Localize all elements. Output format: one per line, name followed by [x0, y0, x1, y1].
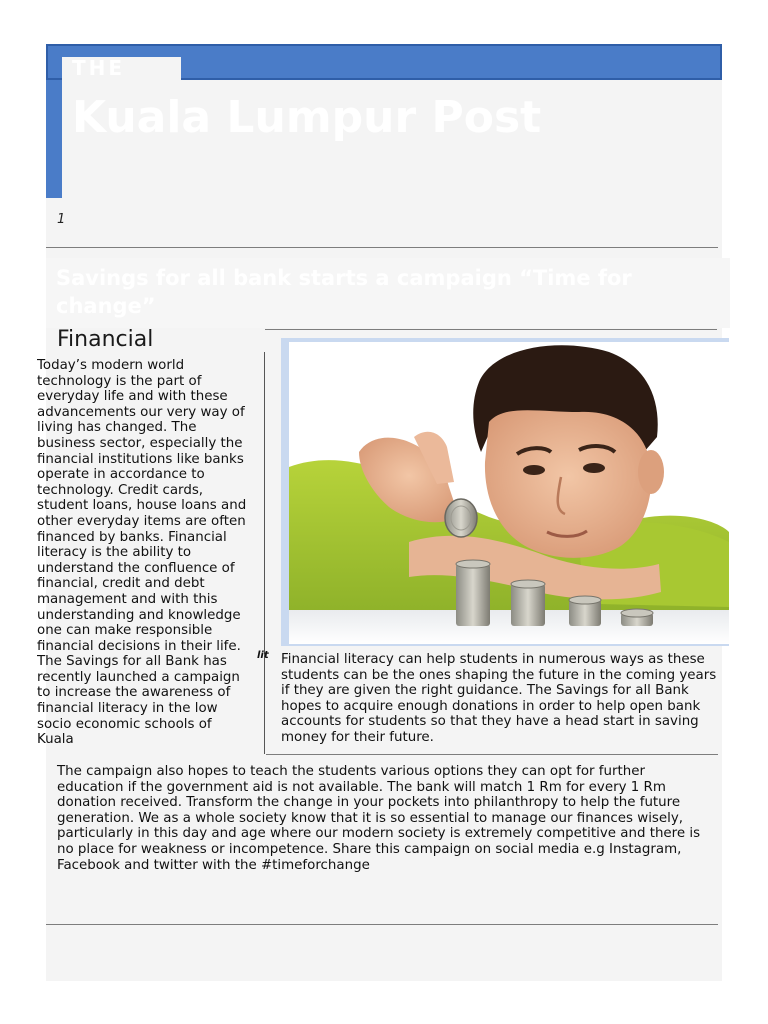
boy-stacking-coins-illustration: [289, 342, 729, 644]
left-column-text: Today’s modern world technology is the part of everyday life and with these advancements our very way of living has changed. The business sector, especially the financial institutions like banks operate in accordance to technology. Credit cards, student loans, house loans and other everyday items are often financed by banks. Financial literacy is the ability to understand the confluence of financial, credit and debt management and with this understanding and knowledge one can make responsible financial decisions in their life. The Savings for all Bank has recently launched a campaign to increase the awareness of financial literacy in the low socio economic schools of Kuala: [37, 358, 247, 746]
coin-stack-4: [621, 609, 653, 626]
article-photo: [289, 342, 729, 644]
article-headline: Savings for all bank starts a campaign “Time for change”: [46, 258, 730, 328]
top-rule: [46, 247, 718, 248]
right-column-text: Financial literacy can help students in numerous ways as these students can be the ones shaping the future in the coming years if they are given the right guidance. The Savings for all Bank hopes to acquire enough donations in order to help open bank accounts for students so that they have a head start in saving money for their future.: [281, 652, 717, 744]
column-divider: [264, 352, 265, 754]
coin-stack-2: [511, 580, 545, 626]
bottom-article-text: The campaign also hopes to teach the students various options they can opt for further education if the government aid is not available. The bank will match 1 Rm for every 1 Rm donation received. Transform the change in your pockets into philanthropy to help the future generation. We as a whole society know that it is so essential to manage our finances wisely, particularly in this day and age where our modern society is extremely competitive and there is no place for weakness or incompetence. Share this campaign on social media e.g Instagram, Facebook and twitter with the #timeforchange: [57, 764, 701, 873]
issue-number: 1: [57, 212, 66, 227]
masthead-the-label: THE: [72, 56, 126, 80]
headline-rule: [265, 329, 717, 330]
wrapped-word-fragment: lit: [257, 650, 269, 661]
coin-stack-3: [569, 596, 601, 626]
section-title: Financial: [57, 327, 154, 352]
middle-rule: [266, 754, 718, 755]
coin-stack-1: [456, 560, 490, 626]
bottom-rule: [46, 924, 718, 925]
masthead-blue-sidebar: [46, 80, 62, 198]
newspaper-title: Kuala Lumpur Post: [72, 92, 542, 143]
